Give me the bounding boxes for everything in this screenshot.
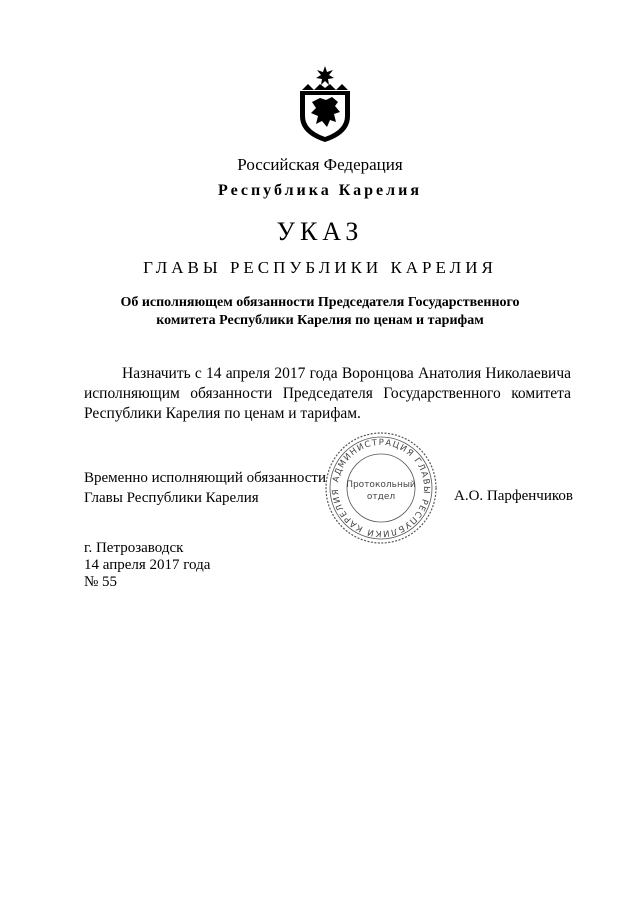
decree-text: Назначить с 14 апреля 2017 года Воронцова Анатолия Николаевича исполняющим обязанности Председателя Государственного комитета Республики Карелия по ценам и тарифам. [84,365,571,422]
stamp-inner-line: отдел [366,492,396,502]
document-issuer: ГЛАВЫ РЕСПУБЛИКИ КАРЕЛИЯ [143,258,497,277]
document-subject [0,294,640,330]
signatory-title-line: Главы Республики Карелия [84,490,259,506]
republic-name: Республика Карелия [218,182,422,199]
signatory-name: А.О. Парфенчиков [454,488,573,504]
stamp-inner-line: Протокольный [346,480,416,490]
official-stamp [324,431,438,545]
signatory-title-line: Временно исполняющий обязанности [84,470,327,486]
stamp-outer-text: АДМИНИСТРАЦИЯ ГЛАВЫ РЕСПУБЛИКИ КАРЕЛИЯ [330,437,432,539]
document-footer [84,540,210,591]
document-type: УКАЗ [276,217,364,246]
karelia-coat-of-arms-icon [294,64,356,144]
subject-line: комитета Республики Карелия по ценам и тарифам [156,313,484,328]
issue-date: 14 апреля 2017 года [84,557,211,573]
signatory-title [84,468,326,508]
document-number: № 55 [84,574,118,590]
decree-body [84,364,571,424]
country-name: Российская Федерация [237,155,403,174]
issue-city: г. Петрозаводск [84,540,184,556]
subject-line: Об исполняющем обязанности Председателя Государственного [120,295,520,310]
